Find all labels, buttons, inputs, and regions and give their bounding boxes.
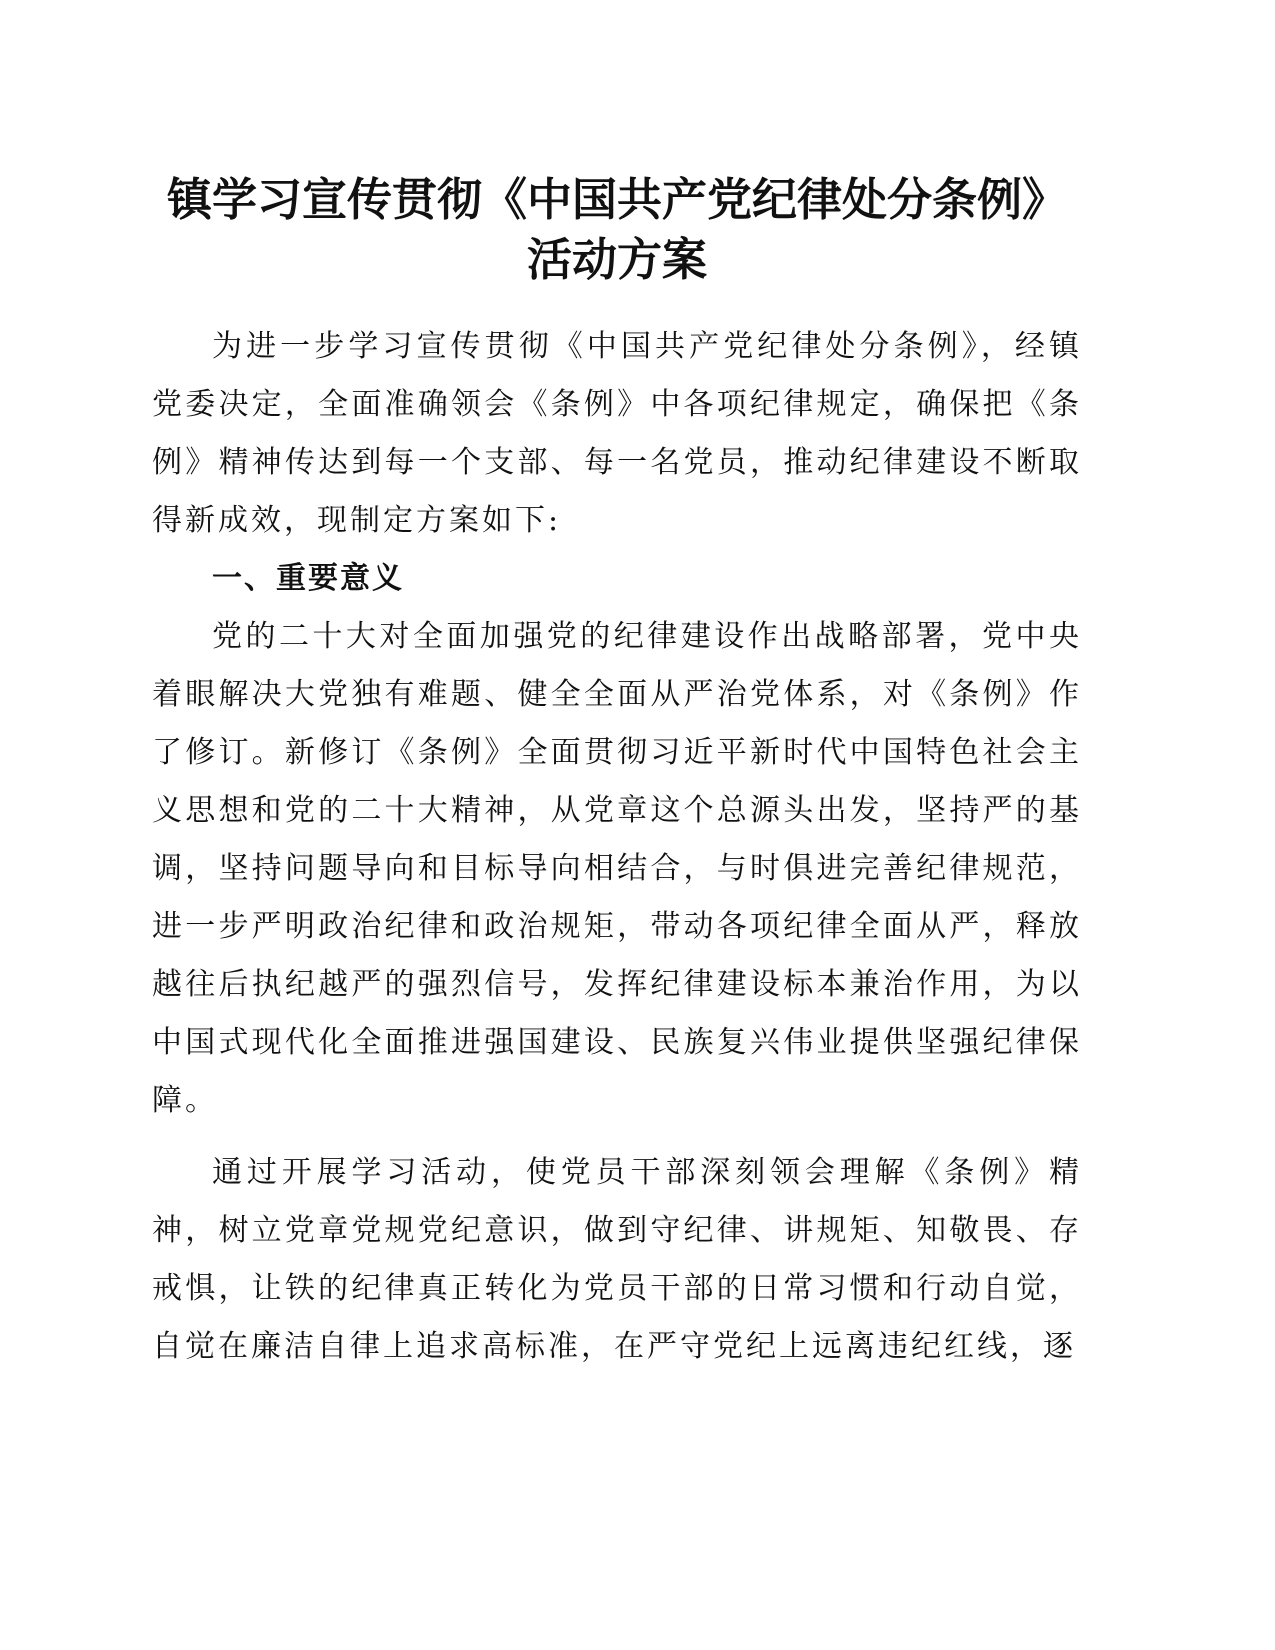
document-body	[152, 318, 1082, 1376]
document-page	[152, 170, 1082, 1376]
body-paragraph: 通过开展学习活动，使党员干部深刻领会理解《条例》精神，树立党章党规党纪意识，做到守纪律、讲规矩、知敬畏、存戒惧，让铁的纪律真正转化为党员干部的日常习惯和行动自觉，自觉在廉洁自律上追求高标准，在严守党纪上远离违纪红线，逐	[152, 1155, 1082, 1364]
title-line-2: 活动方案	[526, 233, 707, 286]
intro-paragraph: 为进一步学习宣传贯彻《中国共产党纪律处分条例》，经镇党委决定，全面准确领会《条例》中各项纪律规定，确保把《条例》精神传达到每一个支部、每一名党员，推动纪律建设不断取得新成效，现制定方案如下:	[152, 329, 1082, 538]
section-heading: 一、重要意义	[212, 561, 404, 596]
body-paragraph: 党的二十大对全面加强党的纪律建设作出战略部署，党中央着眼解决大党独有难题、健全全面从严治党体系，对《条例》作了修订。新修订《条例》全面贯彻习近平新时代中国特色社会主义思想和党的二十大精神，从党章这个总源头出发，坚持严的基调，坚持问题导向和目标导向相结合，与时俱进完善纪律规范，进一步严明政治纪律和政治规矩，带动各项纪律全面从严，释放越往后执纪越严的强烈信号，发挥纪律建设标本兼治作用，为以中国式现代化全面推进强国建设、民族复兴伟业提供坚强纪律保障。	[152, 619, 1082, 1118]
document-title	[152, 170, 1082, 290]
title-line-1: 镇学习宣传贯彻《中国共产党纪律处分条例》	[166, 173, 1067, 226]
